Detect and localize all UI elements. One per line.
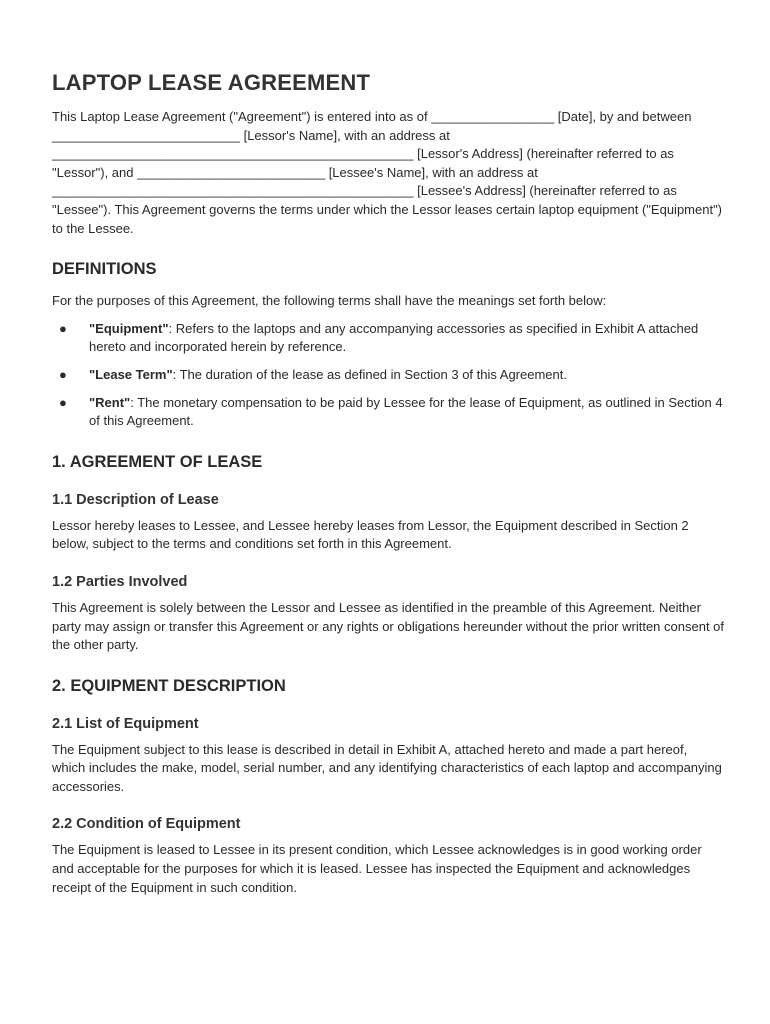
definition-term: "Rent": [89, 394, 131, 410]
section-1-1-text: Lessor hereby leases to Lessee, and Lessee hereby leases from Lessor, the Equipment described in Section 2 below, subject to the terms and conditions set forth in this Agreement.: [52, 517, 689, 552]
intro-paragraph: This Laptop Lease Agreement ("Agreement") is entered into as of _________________ [Date], by and between __________________________ [Lessor's Name], with an address at __________________________________________________ [Lessor's Address] (hereinafter referred to as "Lessor"), and __________________________ [Lessee's Name], with an address at __________________________________________________ [Lessee's Address] (hereinafter referred to as "Lessee"). This Agreement governs the terms under which the Lessor leases certain laptop equipment ("Equipment") to the Lessee.: [52, 109, 723, 236]
document-title: LAPTOP LEASE AGREEMENT: [52, 70, 371, 95]
definition-item-equipment: [52, 320, 724, 357]
definition-term: "Equipment": [89, 320, 169, 336]
definition-text: : Refers to the laptops and any accompanying accessories as specified in Exhibit A attached hereto and incorporated herein by reference.: [89, 320, 699, 355]
section-1-2-text: This Agreement is solely between the Lessor and Lessee as identified in the preamble of this Agreement. Neither party may assign or transfer this Agreement or any rights or obligations hereunder without the prior written consent of the other party.: [52, 599, 725, 653]
definition-text: : The duration of the lease as defined in Section 3 of this Agreement.: [172, 366, 567, 382]
section-2-heading: 2. EQUIPMENT DESCRIPTION: [52, 676, 286, 695]
definition-text: : The monetary compensation to be paid by Lessee for the lease of Equipment, as outlined in Section 4 of this Agreement.: [89, 394, 723, 429]
section-1-1-heading: 1.1 Description of Lease: [52, 491, 219, 508]
definition-term: "Lease Term": [89, 366, 173, 382]
section-2-2-heading: 2.2 Condition of Equipment: [52, 816, 241, 833]
definition-item-rent: [52, 394, 724, 431]
section-2-1-heading: 2.1 List of Equipment: [52, 715, 199, 732]
document-page: [52, 70, 724, 897]
bullet-icon: ●: [59, 320, 67, 336]
bullet-icon: ●: [59, 394, 67, 410]
definition-item-lease-term: [52, 366, 724, 385]
definitions-lead: For the purposes of this Agreement, the following terms shall have the meanings set forth below:: [52, 293, 607, 309]
section-2-1-text: The Equipment subject to this lease is described in detail in Exhibit A, attached hereto and made a part hereof, which includes the make, model, serial number, and any identifying characteristics of each laptop and accompanying accessories.: [52, 741, 722, 794]
section-1-heading: 1. AGREEMENT OF LEASE: [52, 452, 263, 471]
bullet-icon: ●: [59, 366, 67, 382]
section-1-2-heading: 1.2 Parties Involved: [52, 573, 188, 590]
definitions-heading: DEFINITIONS: [52, 260, 157, 279]
section-2-2-text: The Equipment is leased to Lessee in its present condition, which Lessee acknowledges is in good working order and acceptable for the purposes for which it is leased. Lessee has inspected the Equipment and acknowledges receipt of the Equipment in such condition.: [52, 842, 702, 895]
definitions-list: [52, 320, 724, 431]
